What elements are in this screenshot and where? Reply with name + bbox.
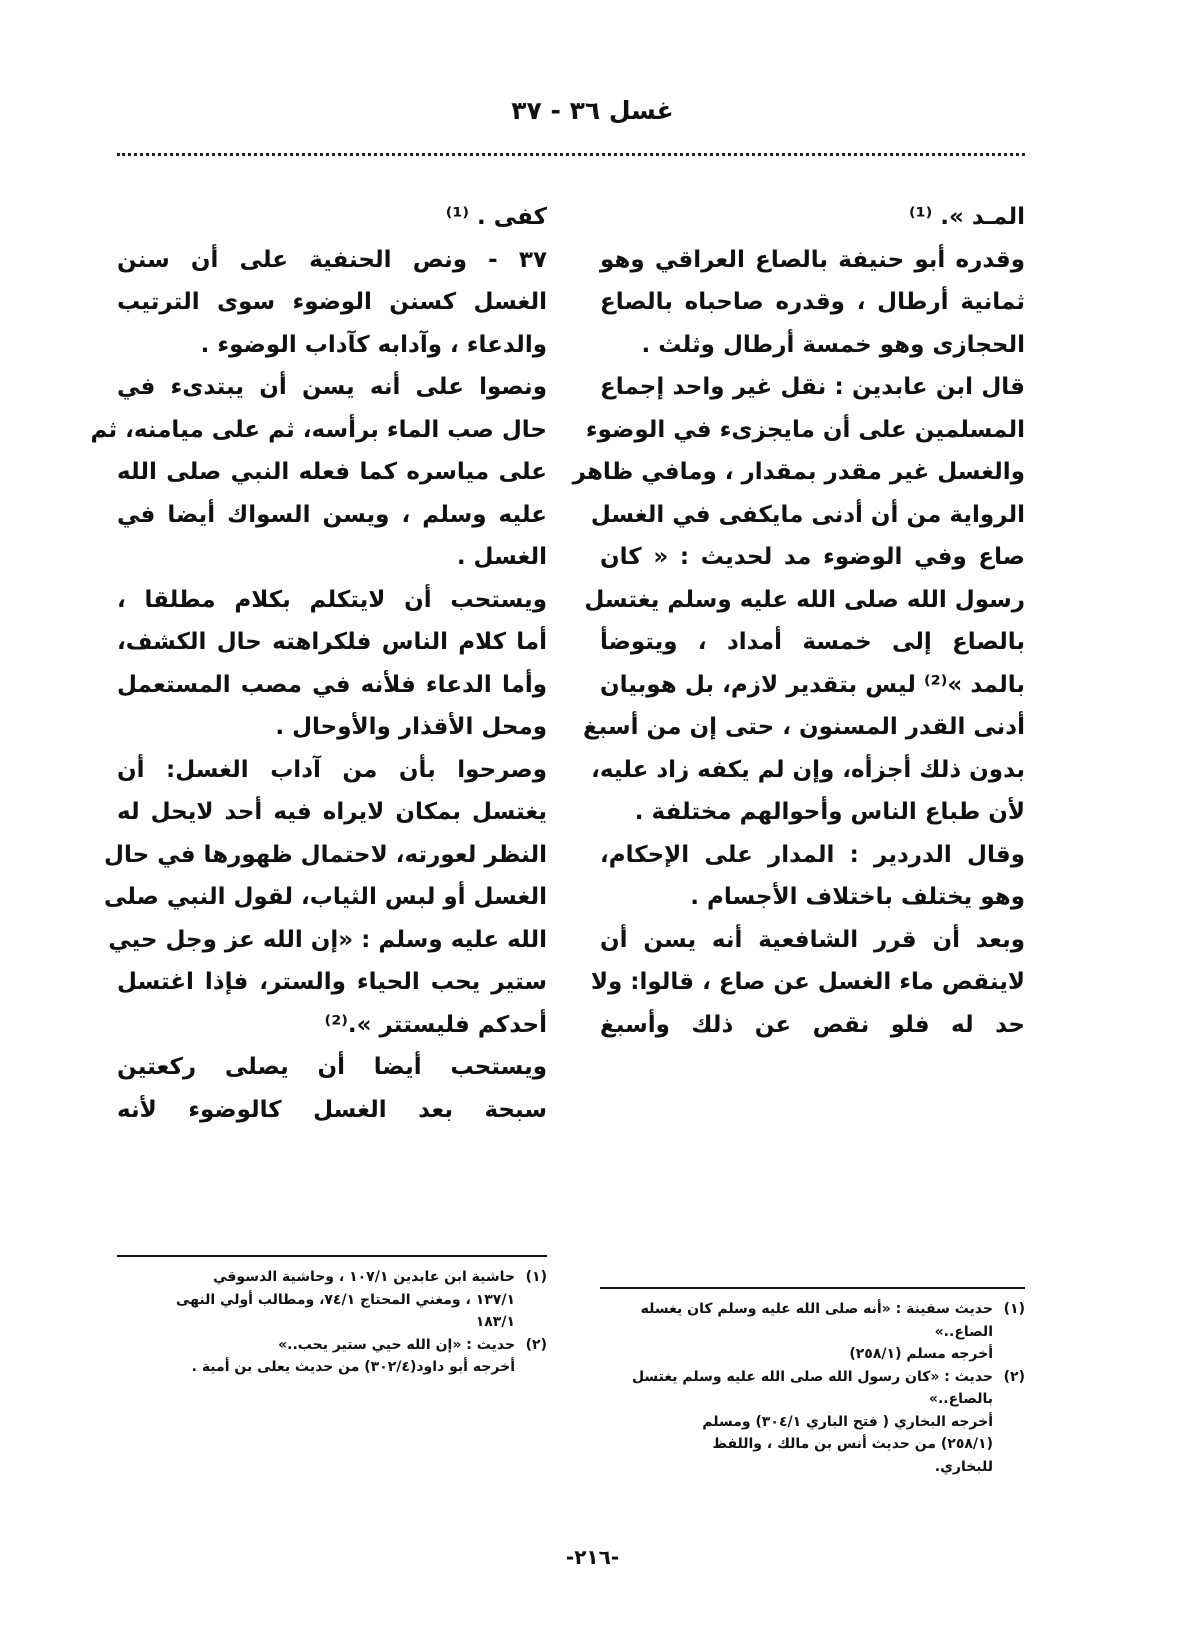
footnote-line xyxy=(600,1343,1025,1366)
footnote-line xyxy=(117,1334,547,1357)
text-line: وبعد أن قرر الشافعية أنه يسن أن xyxy=(600,926,1025,953)
text-line: يغتسل بمكان لايراه فيه أحد لايحل له xyxy=(117,799,547,825)
text-line: وهو يختلف باختلاف الأجسام . xyxy=(690,884,1025,910)
text-line: الرواية من أن أدنى مايكفى في الغسل xyxy=(590,501,1025,528)
footnote-text: حديث سفينة : «أنه صلى الله عليه وسلم كان يغسله xyxy=(640,1301,993,1317)
text-line: الله عليه وسلم : «إن الله عز وجل حيي xyxy=(108,926,547,953)
text-line: كفى . ⁽¹⁾ xyxy=(445,204,547,230)
footnote-line xyxy=(600,1321,1025,1344)
footnote-text: ١٨٣/١ xyxy=(475,1314,515,1330)
right-footnote-rule xyxy=(600,1287,1025,1289)
footnote-text: حديث : «كان رسول الله صلى الله عليه وسلم يغتسل xyxy=(631,1368,993,1385)
text-line: المـد ». ⁽¹⁾ xyxy=(908,204,1025,230)
footnote-line xyxy=(600,1456,1025,1479)
text-line: ومحل الأقذار والأوحال . xyxy=(275,714,547,740)
footnote-text: حديث : «إن الله حيي ستير يحب..» xyxy=(278,1336,515,1353)
text-line: بدون ذلك أجزأه، وإن لم يكفه زاد عليه، xyxy=(591,756,1025,783)
footnote-text: أخرجه مسلم (٢٥٨/١) xyxy=(849,1346,993,1362)
text-line: لاينقص ماء الغسل عن صاع ، قالوا: ولا xyxy=(590,969,1025,995)
text-line: الحجازى وهو خمسة أرطال وثلث . xyxy=(641,331,1025,358)
text-line: سبحة بعد الغسل كالوضوء لأنه xyxy=(117,1096,547,1123)
text-line: النظر لعورته، لاحتمال ظهورها في حال xyxy=(104,841,547,868)
text-line: على مياسره كما فعله النبي صلى الله xyxy=(117,459,547,485)
left-footnotes xyxy=(117,1266,547,1379)
left-column-text xyxy=(90,196,547,1131)
text-line: ٣٧ - ونص الحنفية على أن سنن xyxy=(117,246,547,273)
right-column-text xyxy=(572,196,1025,1046)
text-line: رسول الله صلى الله عليه وسلم يغتسل xyxy=(584,586,1025,613)
footnote-text: الصاع..» xyxy=(934,1323,993,1340)
footnote-text: ١٣٧/١ ، ومغني المحتاج ٧٤/١، ومطالب أولي النهى xyxy=(176,1291,515,1308)
footnote-line xyxy=(600,1366,1025,1389)
page-number: -٢١٦- xyxy=(565,1545,620,1569)
text-line: بالمد »⁽²⁾ ليس بتقدير لازم، بل هوبيان xyxy=(600,671,1025,698)
footnote-line xyxy=(600,1298,1025,1321)
text-line: بالصاع إلى خمسة أمداد ، ويتوضأ xyxy=(600,629,1025,655)
footnote-line xyxy=(600,1411,1025,1434)
footnote-text: أخرجه البخاري ( فتح الباري ٣٠٤/١) ومسلم xyxy=(702,1413,993,1430)
text-line: وأما الدعاء فلأنه في مصب المستعمل xyxy=(117,671,547,698)
footnote-text: أخرجه أبو داود(٣٠٢/٤) من حديث يعلى بن أمية . xyxy=(191,1359,515,1375)
footnote-marker: (٢) xyxy=(1003,1368,1025,1385)
text-line: والدعاء ، وآدابه كآداب الوضوء . xyxy=(200,331,547,358)
text-line: الغسل كسنن الوضوء سوى الترتيب xyxy=(117,289,547,315)
text-line: ونصوا على أنه يسن أن يبتدىء في xyxy=(117,374,547,400)
text-line: وقدره أبو حنيفة بالصاع العراقي وهو xyxy=(600,246,1025,273)
footnote-text: بالصاع..» xyxy=(928,1391,993,1407)
text-line: حال صب الماء برأسه، ثم على ميامنه، ثم xyxy=(90,416,547,443)
text-line: المسلمين على أن مايجزىء في الوضوء xyxy=(585,416,1025,443)
text-line: ويستحب أيضا أن يصلى ركعتين xyxy=(117,1054,547,1080)
text-line: ثمانية أرطال ، وقدره صاحباه بالصاع xyxy=(600,289,1025,315)
footnote-line xyxy=(600,1388,1025,1411)
text-line: لأن طباع الناس وأحوالهم مختلفة . xyxy=(634,799,1025,825)
text-line: ستير يحب الحياء والستر، فإذا اغتسل xyxy=(117,969,547,995)
text-line: الغسل أو لبس الثياب، لقول النبي صلى xyxy=(104,884,547,910)
footnote-marker: (١) xyxy=(525,1269,547,1285)
text-line: والغسل غير مقدر بمقدار ، ومافي ظاهر xyxy=(572,459,1025,485)
left-footnote-rule xyxy=(117,1255,547,1257)
text-line: الغسل . xyxy=(456,544,547,570)
text-line: قال ابن عابدين : نقل غير واحد إجماع xyxy=(600,374,1025,400)
footnote-line xyxy=(600,1433,1025,1456)
footnote-line xyxy=(117,1289,547,1312)
footnote-text: (٢٥٨/١) من حديث أنس بن مالك ، واللفظ xyxy=(712,1436,993,1452)
text-line: صاع وفي الوضوء مد لحديث : « كان xyxy=(600,544,1025,570)
text-line: وصرحوا بأن من آداب الغسل: أن xyxy=(117,756,547,783)
footnote-line xyxy=(117,1356,547,1379)
text-line: عليه وسلم ، ويسن السواك أيضا في xyxy=(117,501,547,528)
footnote-text: للبخاري. xyxy=(934,1458,993,1475)
footnote-text: حاشية ابن عابدين ١٠٧/١ ، وحاشية الدسوقي xyxy=(213,1269,515,1285)
text-line: ويستحب أن لايتكلم بكلام مطلقا ، xyxy=(117,586,547,613)
footnote-marker: (٢) xyxy=(525,1336,547,1353)
text-line: وقال الدردير : المدار على الإحكام، xyxy=(600,841,1025,868)
header-dotted-divider xyxy=(117,153,1025,156)
footnote-line xyxy=(117,1311,547,1334)
running-header: غسل ٣٦ - ٣٧ xyxy=(511,96,674,125)
text-line: حد له فلو نقص عن ذلك وأسبغ xyxy=(600,1011,1025,1038)
text-line: أحدكم فليستتر ».⁽²⁾ xyxy=(324,1011,547,1038)
text-line: أما كلام الناس فلكراهته حال الكشف، xyxy=(117,629,547,655)
right-footnotes xyxy=(600,1298,1025,1478)
footnote-marker: (١) xyxy=(1003,1301,1025,1317)
footnote-line xyxy=(117,1266,547,1289)
text-line: أدنى القدر المسنون ، حتى إن من أسبغ xyxy=(582,714,1025,740)
